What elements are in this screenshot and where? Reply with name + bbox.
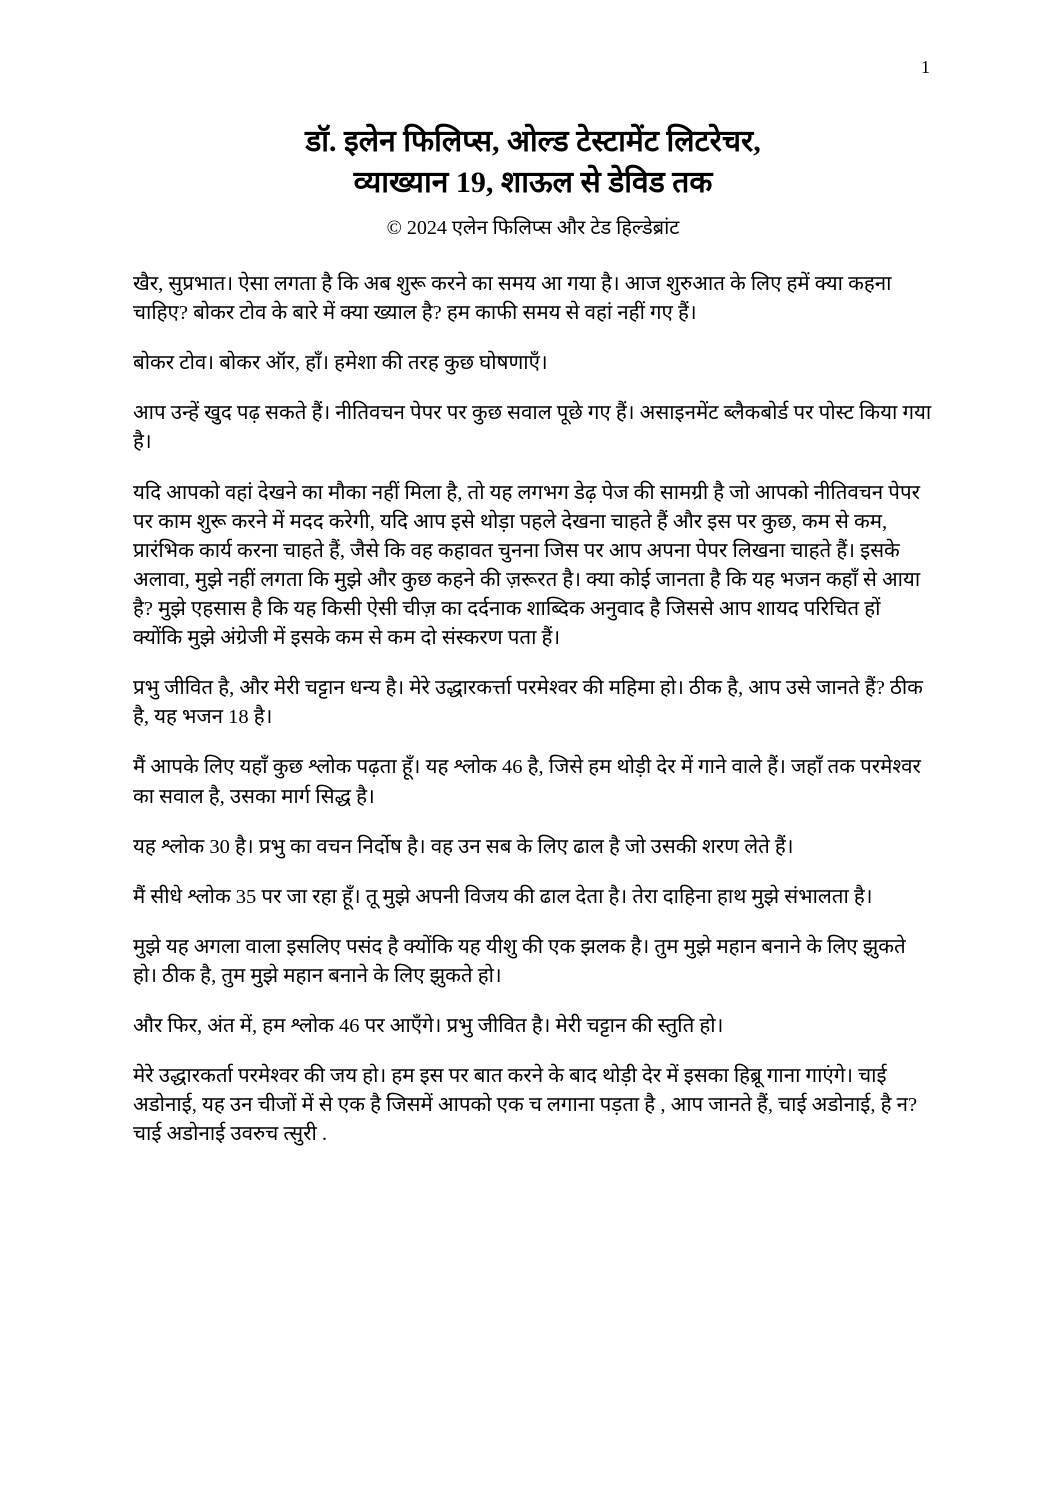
paragraph: और फिर, अंत में, हम श्लोक 46 पर आएँगे। प्रभु जीवित है। मेरी चट्टान की स्तुति हो। xyxy=(133,1015,724,1038)
paragraph: आप उन्हें खुद पढ़ सकते हैं। नीतिवचन पेपर पर कुछ सवाल पूछे गए हैं। असाइनमेंट ब्लैकबोर्ड पर पोस्ट किया गया है। xyxy=(133,402,932,454)
document-title-line-1: डॉ. इलेन फिलिप्स, ओल्ड टेस्टामेंट लिटरेचर, xyxy=(305,125,761,158)
copyright-line: © 2024 एलेन फिलिप्स और टेड हिल्डेब्रांट xyxy=(386,217,680,239)
paragraph: बोकर टोव। बोकर ऑर, हाँ। हमेशा की तरह कुछ घोषणाएँ। xyxy=(133,352,548,375)
title-block xyxy=(133,122,933,240)
paragraph: खैर, सुप्रभात। ऐसा लगता है कि अब शुरू करने का समय आ गया है। आज शुरुआत के लिए हमें क्या कहना चाहिए? बोकर टोव के बारे में क्या ख्याल है? हम काफी समय से वहां नहीं गए हैं। xyxy=(133,273,892,325)
paragraph: यह श्लोक 30 है। प्रभु का वचन निर्दोष है। वह उन सब के लिए ढाल है जो उसकी शरण लेते हैं। xyxy=(133,835,794,858)
document-body xyxy=(133,270,933,1150)
paragraph: मेरे उद्धारकर्ता परमेश्वर की जय हो। हम इस पर बात करने के बाद थोड़ी देर में इसका हिब्रू गाना गाएंगे। चाई अडोनाई, यह उन चीजों में से एक है जिसमें आपको एक च लगाना पड़ता है , आप जानते हैं, चाई अडोनाई, है न? चाई अडोनाई उवरुच त्सुरी . xyxy=(133,1065,918,1146)
paragraph: मैं आपके लिए यहाँ कुछ श्लोक पढ़ता हूँ। यह श्लोक 46 है, जिसे हम थोड़ी देर में गाने वाले हैं। जहाँ तक परमेश्वर का सवाल है, उसका मार्ग सिद्ध है। xyxy=(133,756,921,808)
document-title-line-2: व्याख्यान 19, शाऊल से डेविड तक xyxy=(353,165,713,199)
page-number: 1 xyxy=(921,57,930,77)
paragraph: यदि आपको वहां देखने का मौका नहीं मिला है, तो यह लगभग डेढ़ पेज की सामग्री है जो आपको नीतिवचन पेपर पर काम शुरू करने में मदद करेगी, यदि आप इसे थोड़ा पहले देखना चाहते हैं और इस पर कुछ, कम से कम, प्रारंभिक कार्य करना चाहते हैं, जैसे कि वह कहावत चुनना जिस पर आप अपना पेपर लिखना चाहते हैं। इसके अलावा, मुझे नहीं लगता कि मुझे और कुछ कहने की ज़रूरत है। क्या कोई जानता है कि यह भजन कहाँ से आया है? मुझे एहसास है कि यह किसी ऐसी चीज़ का दर्दनाक शाब्दिक अनुवाद है जिससे आप शायद परिचित हों क्योंकि मुझे अंग्रेजी में इसके कम से कम दो संस्करण पता हैं। xyxy=(133,481,921,650)
paragraph: प्रभु जीवित है, और मेरी चट्टान धन्य है। मेरे उद्धारकर्त्ता परमेश्वर की महिमा हो। ठीक है, आप उसे जानते हैं? ठीक है, यह भजन 18 है। xyxy=(133,677,923,729)
paragraph: मुझे यह अगला वाला इसलिए पसंद है क्योंकि यह यीशु की एक झलक है। तुम मुझे महान बनाने के लिए झुकते हो। ठीक है, तुम मुझे महान बनाने के लिए झुकते हो। xyxy=(133,935,906,987)
paragraph: मैं सीधे श्लोक 35 पर जा रहा हूँ। तू मुझे अपनी विजय की ढाल देता है। तेरा दाहिना हाथ मुझे संभालता है। xyxy=(133,885,873,908)
